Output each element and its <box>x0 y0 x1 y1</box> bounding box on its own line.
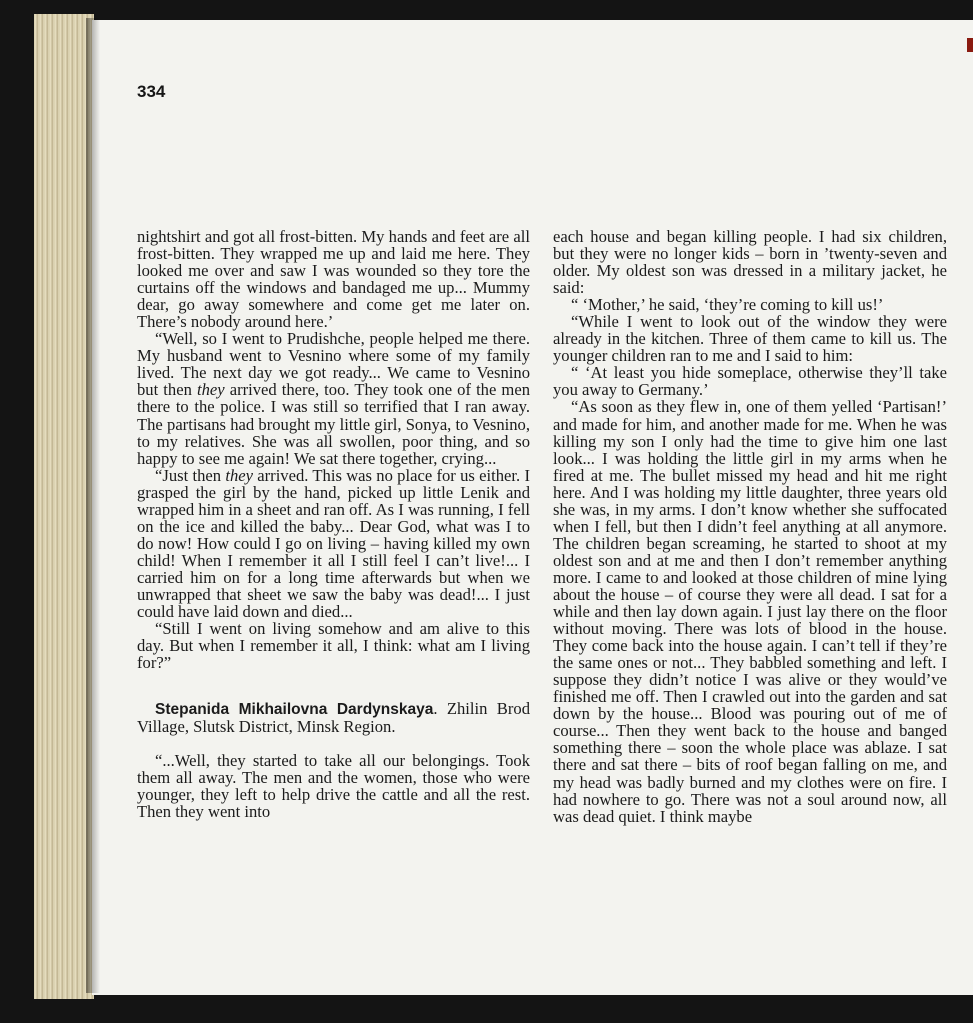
paragraph-text: arrived there, too. They took one of the men there to the police. I was still so terrified that I ran away. The partisans had brought my little girl, Sonya, to Vesnino, to my relatives. She was all swollen, poor thing, and so happy to see me again! We sat there together, crying... <box>137 380 531 468</box>
paragraph: “Still I went on living somehow and am alive to this day. But when I remember it all, I think: what am I living for?” <box>137 619 530 673</box>
bookmark-ribbon <box>967 38 973 52</box>
paragraph <box>137 330 530 466</box>
paragraph: “...Well, they started to take all our belongings. Took them all away. The men and the women, those who were younger, they left to help drive the cattle and all the rest. Then they went into <box>137 751 530 822</box>
paragraph <box>137 467 530 620</box>
page-number: 334 <box>137 82 166 101</box>
paragraph: each house and began killing people. I had six children, but they were no longer kids – born in ’twenty-seven and older. My oldest son was dressed in a military jacket, he said: <box>553 227 947 298</box>
paragraph-text: arrived. This was no place for us either. I grasped the girl by the hand, picked up little Lenik and wrapped him in a sheet and ran off. As I was running, I fell on the ice and killed the baby... Dear God, what was I to do now! How could I go on living – having killed my own child! When I remember it all I still feel I can’t live!... I carried him on for a long time afterwards but when we unwrapped that sheet we saw the baby was dead!... I just could have laid down and died... <box>137 465 530 622</box>
left-text-column <box>137 228 530 821</box>
paragraph: “ ‘Mother,’ he said, ‘they’re coming to kill us!’ <box>571 295 884 315</box>
emphasis: they <box>225 465 253 485</box>
narrator-location: . Zhilin Brod Village, Slutsk District, Minsk Region. <box>137 699 530 737</box>
book-page <box>92 20 973 995</box>
spine-shadow <box>86 18 100 993</box>
right-text-column <box>553 228 947 825</box>
paragraph: “While I went to look out of the window they were already in the kitchen. Three of them came to kill us. The younger children ran to me and I said to him: <box>553 312 947 366</box>
paragraph-text: “Well, so I went to Prudishche, people helped me there. My husband went to Vesnino where some of my family lived. The next day we got ready... We came to Vesnino but then <box>137 329 530 400</box>
paragraph: nightshirt and got all frost-bitten. My hands and feet are all frost-bitten. They wrapped me up and laid me here. They looked me over and saw I was wounded so they tore the curtains off the windows and bandaged me up... Mummy dear, go away somewhere and come get me later on. There’s nobody around here.’ <box>137 227 530 332</box>
book-page-edges <box>34 14 94 999</box>
narrator-heading <box>137 700 530 735</box>
narrator-name: Stepanida Mikhailovna Dardynskaya <box>155 701 434 719</box>
section-spacer <box>137 735 530 752</box>
paragraph: “As soon as they flew in, one of them yelled ‘Partisan!’ and made for him, and another made for me. When he was killing my son I only had the time to give him one last look... I was holding the little girl in my arms when he fired at me. The bullet missed my head and hit me right here. And I was holding my little daughter, three years old she was, in my arms. I don’t know whether she suffocated when I fell, but then I didn’t feel anything at all anymore. The children began screaming, he started to shoot at my oldest son and at me and then I don’t remember anything more. I came to and looked at those children of mine lying about the house – of course they were all dead. I sat for a while and then lay down again. I just lay there on the floor without moving. There was lots of blood in the house. They come back into the house again. I can’t tell if they’re the same ones or not... They babbled something and left. I suppose they didn’t notice I was alive or they would’ve finished me off. Then I crawled out into the garden and sat down by the house... Blood was pouring out of me of course... Then they went back to the house and banged something there – soon the whole place was ablaze. I sat there and sat there – bits of roof began falling on me, and my head was badly burned and my clothes were on fire. I had nowhere to go. There was not a soul around now, all was dead quiet. I think maybe <box>553 397 947 826</box>
paragraph-text: “Just then <box>155 465 226 485</box>
paragraph: “ ‘At least you hide someplace, otherwise they’ll take you away to Germany.’ <box>553 363 947 400</box>
emphasis: they <box>196 380 225 400</box>
